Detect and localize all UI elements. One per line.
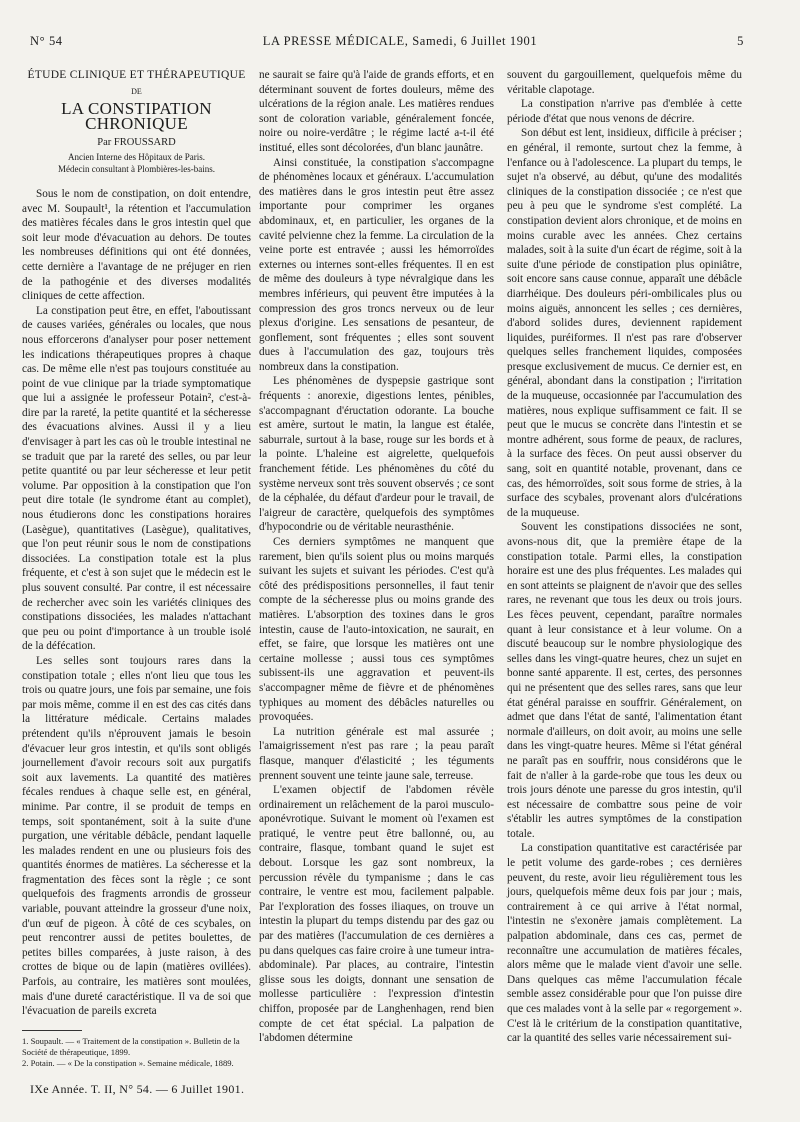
paragraph: La constipation quantitative est caractérisée par le petit volume des garde-robes ; ces dernières peuvent, du reste, avoir lieu régulièrement tous les jours, quelquefois même deux fois par jour ; mais, contrairement à ce qui arrive à l'état normal, l'intestin ne s'exonère jamais complètement. La palpation abdominale, dans ces cas, permet de reconnaître une accumulation de matières fécales, alors même que le malade vient d'avoir une selle. Dans quelques cas même l'accumulation fécale semble assez considérable pour que l'on puisse dire que ces malades vont à la selle par « regorgement ». C'est là le critérium de la constipation quantitative, car la quantité des selles varie nécessairement sui- (507, 842, 742, 1045)
article-byline: Par FROUSSARD (97, 137, 176, 149)
paragraph: Souvent les constipations dissociées ne sont, avons-nous dit, que la première étape de la constipation totale. Parmi elles, la constipation horaire est une des plus fréquentes. Les malades qui en sont atteints se plaignent de n'avoir que des selles rares, ne revenant que tous les deux ou trois jours. Les fèces peuvent, cependant, paraître normales quant à leur consistance et à leur volume. On a discuté beaucoup sur le nombre physiologique des selles dans les vingt-quatre heures, chez un sujet en bonne santé apparente. Il est, certes, des personnes qui ne présentent que des selles rares, sans que leur état général paraisse en souffrir. Généralement, on admet que dans l'état de santé, l'alimentation étant normale d'ailleurs, on doit avoir, au moins une selle dans les vingt-quatre heures. Même si l'état général ne paraît pas en souffrir, nous considérons que le fait de n'aller à la garde-robe que tous les deux ou trois jours dénote une paresse du gros intestin, qu'il est nécessaire de combattre sous peine de voir s'établir les autres symptômes de la constipation totale. (507, 521, 742, 840)
footnote-1: 1. Soupault. — « Traitement de la constipation ». Bulletin de la Société de thérapeutique, 1899. (22, 1036, 240, 1057)
article-connector: DE (131, 86, 142, 96)
issue-footer: IXe Année. T. II, N° 54. — 6 Juillet 1901. (30, 1082, 245, 1096)
article-title: LA CONSTIPATION CHRONIQUE (61, 99, 212, 133)
page-number: 5 (737, 34, 744, 48)
article-kicker: ÉTUDE CLINIQUE ET THÉRAPEUTIQUE (27, 69, 246, 81)
column-1 (22, 68, 251, 1019)
paragraph: La constipation peut être, en effet, l'aboutissant de causes variées, générales ou locales, que nous nous efforcerons d'analyser pour poser nettement les indications thérapeutiques propres à chaque cas. De même elle n'est pas toujours constituée au point de vue clinique par la triade symptomatique que lui a assignée le professeur Potain², c'est-à-dire par la rareté, la petite quantité et la sécheresse des évacuations alvines. Aussi il y a lieu d'envisager à part les cas où le trouble intestinal ne se traduit que par la rareté des selles, ou par leur petite quantité ou par leur sécheresse et leur petit volume. Par opposition à la constipation que l'on peut dire totale (le syndrome étant au complet), nous étudierons donc les constipations horaires (Lasègue), quantitatives (Lasègue), qualitatives, que l'on peut réunir sous le nom de constipations dissociées. La constipation totale est la plus fréquente, et c'est à son sujet que le médecin est le plus souvent consulté. Par contre, il est nécessaire de rechercher avec soin les variétés cliniques des constipations dissociées, les malades n'attachant que peu ou point d'importance à un trouble isolé de la défécation. (22, 304, 251, 653)
paragraph: ne saurait se faire qu'à l'aide de grands efforts, et en déterminant souvent de fortes douleurs, même des ulcérations de la région anale. Les matières rendues sont de coloration variable, généralement foncée, noire ou noire-verdâtre ; le régime lacté a-t-il été institué, elles sont décolorées, d'un blanc jaunâtre. (259, 69, 494, 154)
column-3 (507, 68, 742, 1046)
paragraph: Ces derniers symptômes ne manquent que rarement, bien qu'ils soient plus ou moins marqués suivant les sujets et suivant les périodes. C'est qu'à côté des prédispositions personnelles, il faut tenir compte de la sécheresse plus ou moins grande des matières. L'absorption des toxines dans le gros intestin, cause de l'auto-intoxication, ne saurait, en effet, se faire, que lorsque les matières ont une certaine mollesse ; aussi tous ces symptômes subissent-ils une aggravation et peuvent-ils s'accompagner même de fièvre et de phénomènes typhiques au moment des débâcles naturelles ou provoquées. (259, 536, 494, 724)
author-affiliation-1: Ancien Interne des Hôpitaux de Paris. (68, 151, 205, 162)
paragraph: Son début est lent, insidieux, difficile à préciser ; en général, il remonte, surtout chez la femme, à l'enfance ou à l'adolescence. La plupart du temps, le sujet n'a observé, au début, qu'une des modalités cliniques de la constipation dissociée ; ce n'est que peu à peu que le syndrome s'est complété. La constipation devient alors chronique, et de moins en moins curable avec les années. Chez certains malades, soit à la suite d'un écart de régime, soit à la suite d'une période de constipation plus opiniâtre, soit encore sans cause connue, apparaît une débâcle diarrhéique. Des douleurs péri-ombilicales plus ou moins aiguës, annoncent les selles ; ces dernières, d'abord solides dures, deviennent rapidement liquides, puréiformes. Il n'est pas rare d'observer quelques selles franchement liquides, composées presque exclusivement de mucus. Ce dernier est, en général, abondant dans la constipation ; l'irritation de la muqueuse, occasionnée par l'accumulation des matières, nous explique suffisamment ce fait. Il se peut que le mucus se concrète dans l'intestin et se montre adhérent, sous forme de peaux, de raclures, à la surface des fèces. On peut aussi observer du sang, soit en quantité notable, provenant, dans ce cas, des hémorroïdes, soit sous forme de stries, à la surface des scybales, provenant alors d'ulcérations de la muqueuse. (507, 127, 742, 519)
paragraph: La constipation n'arrive pas d'emblée à cette période d'état que nous venons de décrire. (507, 98, 742, 125)
paragraph: Les selles sont toujours rares dans la constipation totale ; elles n'ont lieu que tous les trois ou quatre jours, une fois par semaine, une fois par mois même, comme il en est des cas cités dans la littérature médicale. Certains malades prétendent qu'ils n'éprouvent jamais le besoin d'évacuer leur gros intestin, et qu'ils sont obligés journellement d'avoir recours soit aux purgatifs soit aux lavements. La quantité des matières fécales rendues à chaque selle est, en général, minime. Par contre, il se produit de temps en temps, soit spontanément, soit à la suite d'une purgation, une véritable débâcle, pendant laquelle les malades rendent en une ou plusieurs fois des quantités énormes de matières. La sécheresse et la fragmentation des fèces sont la règle ; ce sont quelquefois des fragments arrondis de grosseur variable, pouvant atteindre la grosseur d'une noix, d'un œuf de pigeon. À côté de ces scybales, on peut rencontrer aussi de petites boulettes, de petites billes comparées, à juste raison, à des crottes de bique ou de lapin (matières ovillées). Parfois, au contraire, les matières sont moulées, mais d'une dureté caractéristique. Il va de soi que l'évacuation de pareils excreta (22, 654, 251, 1018)
paragraph: Ainsi constituée, la constipation s'accompagne de phénomènes locaux et généraux. L'accumulation des matières dans le gros intestin peut être assez importante pour comprimer les organes abdominaux, et, en particulier, les organes de la cavité pelvienne chez la femme. La circulation de la veine porte est entravée ; aussi les hémorroïdes externes ou internes sont-elles fréquentes. Il en est de même des douleurs à type névralgique dans les membres inférieurs, qui peuvent être imputées à la compression des gros troncs nerveux ou de leur plexus d'origine. Les sensations de pesanteur, de gonflement, sont fréquentes ; elles sont souvent dues à l'accumulation des gaz, toujours très nombreux dans la constipation. (259, 156, 494, 373)
author-affiliation-2: Médecin consultant à Plombières-les-bains. (58, 163, 215, 174)
footnote-2: 2. Potain. — « De la constipation ». Semaine médicale, 1889. (22, 1058, 234, 1068)
paragraph: souvent du gargouillement, quelquefois même du véritable clapotage. (507, 69, 742, 96)
issue-number: N° 54 (30, 34, 63, 48)
footnote-rule (22, 1030, 82, 1031)
paragraph: La nutrition générale est mal assurée ; l'amaigrissement n'est pas rare ; la peau paraît flasque, manquer d'élasticité ; les téguments prennent souvent une teinte jaune sale, terreuse. (259, 725, 494, 782)
footnotes (22, 1036, 251, 1069)
paragraph: Sous le nom de constipation, on doit entendre, avec M. Soupault¹, la rétention et l'accumulation des matières fécales dans le gros intestin quel que soit leur mode d'évacuation au dehors. De toutes les nombreuses définitions qui ont été données, cette dernière a l'avantage de ne préjuger en rien de la pathogénie et des diverses modalités cliniques de cette affection. (22, 187, 251, 303)
column-2 (259, 68, 494, 1046)
paragraph: L'examen objectif de l'abdomen révèle ordinairement un relâchement de la paroi musculo-aponévrotique. Suivant le moment où l'examen est pratiqué, le ventre peut être ballonné, ou, au contraire, flasque, tombant quand le sujet est debout. Lorsque les gaz sont nombreux, la percussion révèle du tympanisme ; dans le cas contraire, le ventre est mou, facilement palpable. Par l'exploration des fosses iliaques, on trouve un intestin la plupart du temps distendu par des gaz ou par des matières (l'accumulation de ces dernières a pu dans quelques cas faire croire à une tumeur intra-abdominale). Par places, au contraire, l'intestin glisse sous les doigts, donnant une sensation de mollesse particulière : l'expression d'intestin chiffon, proposée par de Langhenhagen, rend bien compte de cet état spécial. La palpation de l'abdomen détermine (259, 784, 494, 1045)
running-header: LA PRESSE MÉDICALE, Samedi, 6 Juillet 1901 (262, 34, 538, 48)
paragraph: Les phénomènes de dyspepsie gastrique sont fréquents : anorexie, digestions lentes, pénibles, s'accompagnant d'éructation odorante. La bouche est amère, surtout le matin, la langue est étalée, saburrale, surtout à la base, rouge sur les bords et à la pointe. L'haleine est aigrelette, quelquefois franchement fétide. Les phénomènes du côté du système nerveux sont très souvent observés ; ce sont de la céphalée, du défaut d'ardeur pour le travail, de l'aigreur de caractère, quelquefois des symptômes d'hypocondrie ou de véritable neurasthénie. (259, 375, 494, 534)
